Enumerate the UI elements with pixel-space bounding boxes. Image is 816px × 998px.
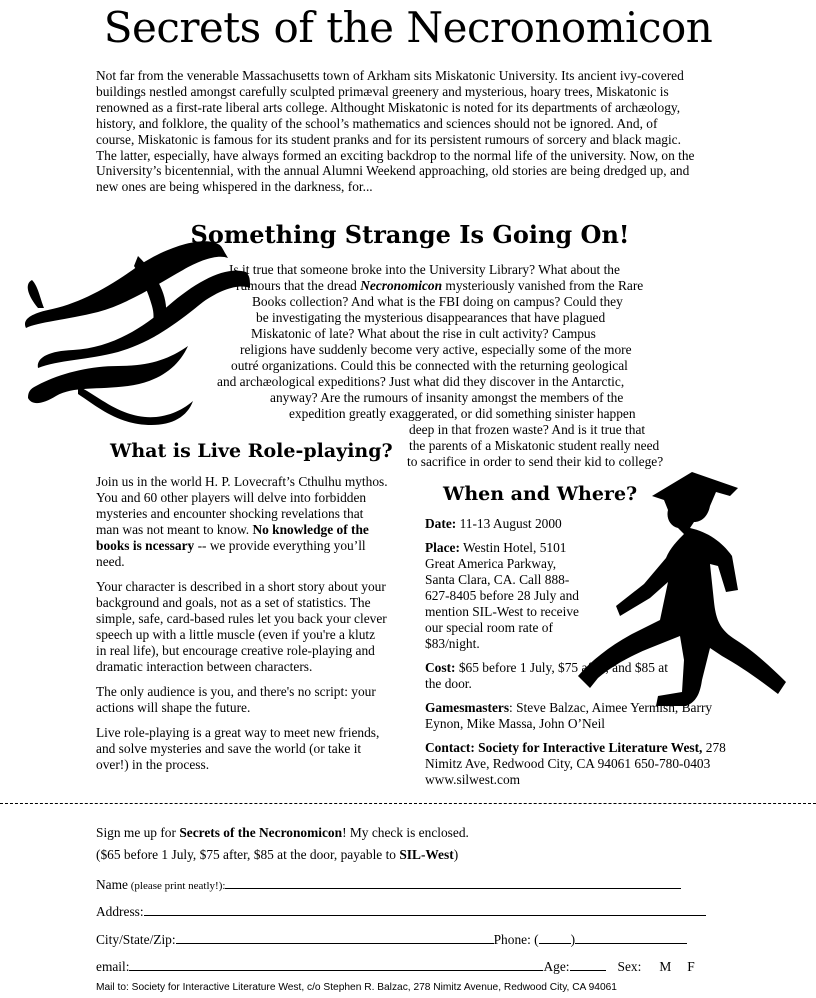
strange-line: religions have suddenly become very active, especially some of the more (240, 342, 632, 357)
cut-line (0, 803, 816, 804)
age-field[interactable] (570, 958, 606, 971)
address-field[interactable] (144, 903, 706, 916)
live-body (96, 474, 388, 782)
intro-paragraph: Not far from the venerable Massachusetts town of Arkham sits Miskatonic University. Its ancient ivy-covered buildings nestled amongst carefully sculpted primæval greenery and mysterious, hoary trees, Miskatonic is renowned as a first-rate liberal arts college. Althought Miskatonic is noted for its departments of archæology, history, and folklore, the quality of the school’s mathematics and sciences should not be ignored. And, of course, Miskatonic is famous for its student pranks and for its persistent rumours of sorcery and black magic. The latter, especially, have always formed an exciting backdrop to the normal life of the university. Now, on the University’s bicentennial, with the annual Alumni Weekend approaching, old stories are being dredged up, and new ones are being whispered in the darkness, for... (96, 68, 695, 195)
necronomicon-term: Necronomicon (360, 278, 443, 293)
strange-line: rumours that the dread Necronomicon mysteriously vanished from the Rare (236, 278, 644, 293)
live-paragraph: The only audience is you, and there's no script: your actions will shape the future. (96, 684, 376, 715)
sex-f-option[interactable]: F (687, 959, 695, 974)
live-heading: What is Live Role-playing? (110, 440, 393, 462)
area-code-field[interactable] (539, 931, 571, 944)
strange-line: anyway? Are the rumours of insanity amongst the members of the (270, 390, 624, 405)
phone-close: ) (570, 932, 576, 947)
live-paragraph: Live role-playing is a great way to meet new friends, and solve mysteries and save the world (or take it over!) in the process. (96, 725, 380, 772)
strange-line: and archæological expeditions? Just what did they discover in the Antarctic, (217, 374, 625, 389)
address-label: Address: (96, 904, 144, 919)
strange-line: deep in that frozen waste? And is it true that (409, 422, 646, 437)
when-heading: When and Where? (443, 483, 638, 505)
address-row (96, 903, 736, 920)
strange-line: to sacrifice in order to send their kid to college? (407, 454, 664, 469)
signup-line: Sign me up for Secrets of the Necronomicon! My check is enclosed. (96, 825, 469, 840)
strange-line: Miskatonic of late? What about the rise in cult activity? Campus (251, 326, 596, 341)
email-row (96, 958, 736, 975)
city-field[interactable] (176, 931, 494, 944)
date-line: Date: 11-13 August 2000 (425, 516, 562, 531)
strange-heading: Something Strange Is Going On! (190, 220, 630, 249)
strange-line: Books collection? And what is the FBI doing on campus? Could they (252, 294, 623, 309)
strange-line: expedition greatly exaggerated, or did something sinister happen (289, 406, 636, 421)
mail-to-address: Mail to: Society for Interactive Literature West, c/o Stephen R. Balzac, 278 Nimitz Avenue, Redwood City, CA 94061 (96, 982, 617, 993)
sex-m-option[interactable]: M (659, 959, 672, 974)
running-man-illustration (560, 470, 800, 710)
page-title: Secrets of the Necronomicon (103, 3, 713, 52)
gamesmasters-line: Gamesmasters: Steve Balzac, Aimee Yermish, Barry Eynon, Mike Massa, John O’Neil (425, 700, 713, 731)
city-row (96, 931, 736, 948)
strange-line: Is it true that someone broke into the University Library? What about the (229, 262, 620, 277)
live-paragraph: Join us in the world H. P. Lovecraft’s Cthulhu mythos. You and 60 other players will delve into forbidden mysteries and encounter shocking revelations that man was not meant to know. No knowledge of the books is ncessary -- we provide everything you’ll need. (96, 474, 388, 569)
strange-line: the parents of a Miskatonic student really need (409, 438, 660, 453)
sex-label: Sex: (617, 959, 642, 974)
name-row (96, 876, 736, 894)
email-field[interactable] (129, 958, 543, 971)
name-hint: (please print neatly!): (127, 880, 226, 892)
cost-line: Cost: $65 before 1 July, $75 after, and $85 at the door. (425, 660, 668, 691)
strange-line: outré organizations. Could this be connected with the returning geological (231, 358, 628, 373)
name-label: Name (96, 877, 128, 892)
place-line: Place: Westin Hotel, 5101 Great America Parkway, Santa Clara, CA. Call 888-627-8405 before 28 July and mention SIL-West to receive our special room rate of $83/night. (425, 540, 579, 651)
tentacle-illustration (18, 236, 258, 426)
age-label: Age: (543, 959, 570, 974)
name-field[interactable] (225, 876, 681, 889)
live-paragraph: Your character is described in a short story about your background and goals, not as a set of statistics. The simple, safe, card-based rules let you back your clever speech up with a little muscle (even if you're a klutz in real life), but encourage creative role-playing and dramatic interaction between characters. (96, 579, 387, 674)
email-label: email: (96, 959, 130, 974)
price-line: ($65 before 1 July, $75 after, $85 at the door, payable to SIL-West) (96, 847, 459, 862)
city-label: City/State/Zip: (96, 932, 176, 947)
contact-line: Contact: Society for Interactive Literature West, 278 Nimitz Ave, Redwood City, CA 94061 650-780-0403 www.silwest.com (425, 740, 726, 787)
strange-line: be investigating the mysterious disappearances that have plagued (256, 310, 606, 325)
phone-field[interactable] (575, 931, 687, 944)
phone-label: Phone: ( (493, 932, 539, 947)
